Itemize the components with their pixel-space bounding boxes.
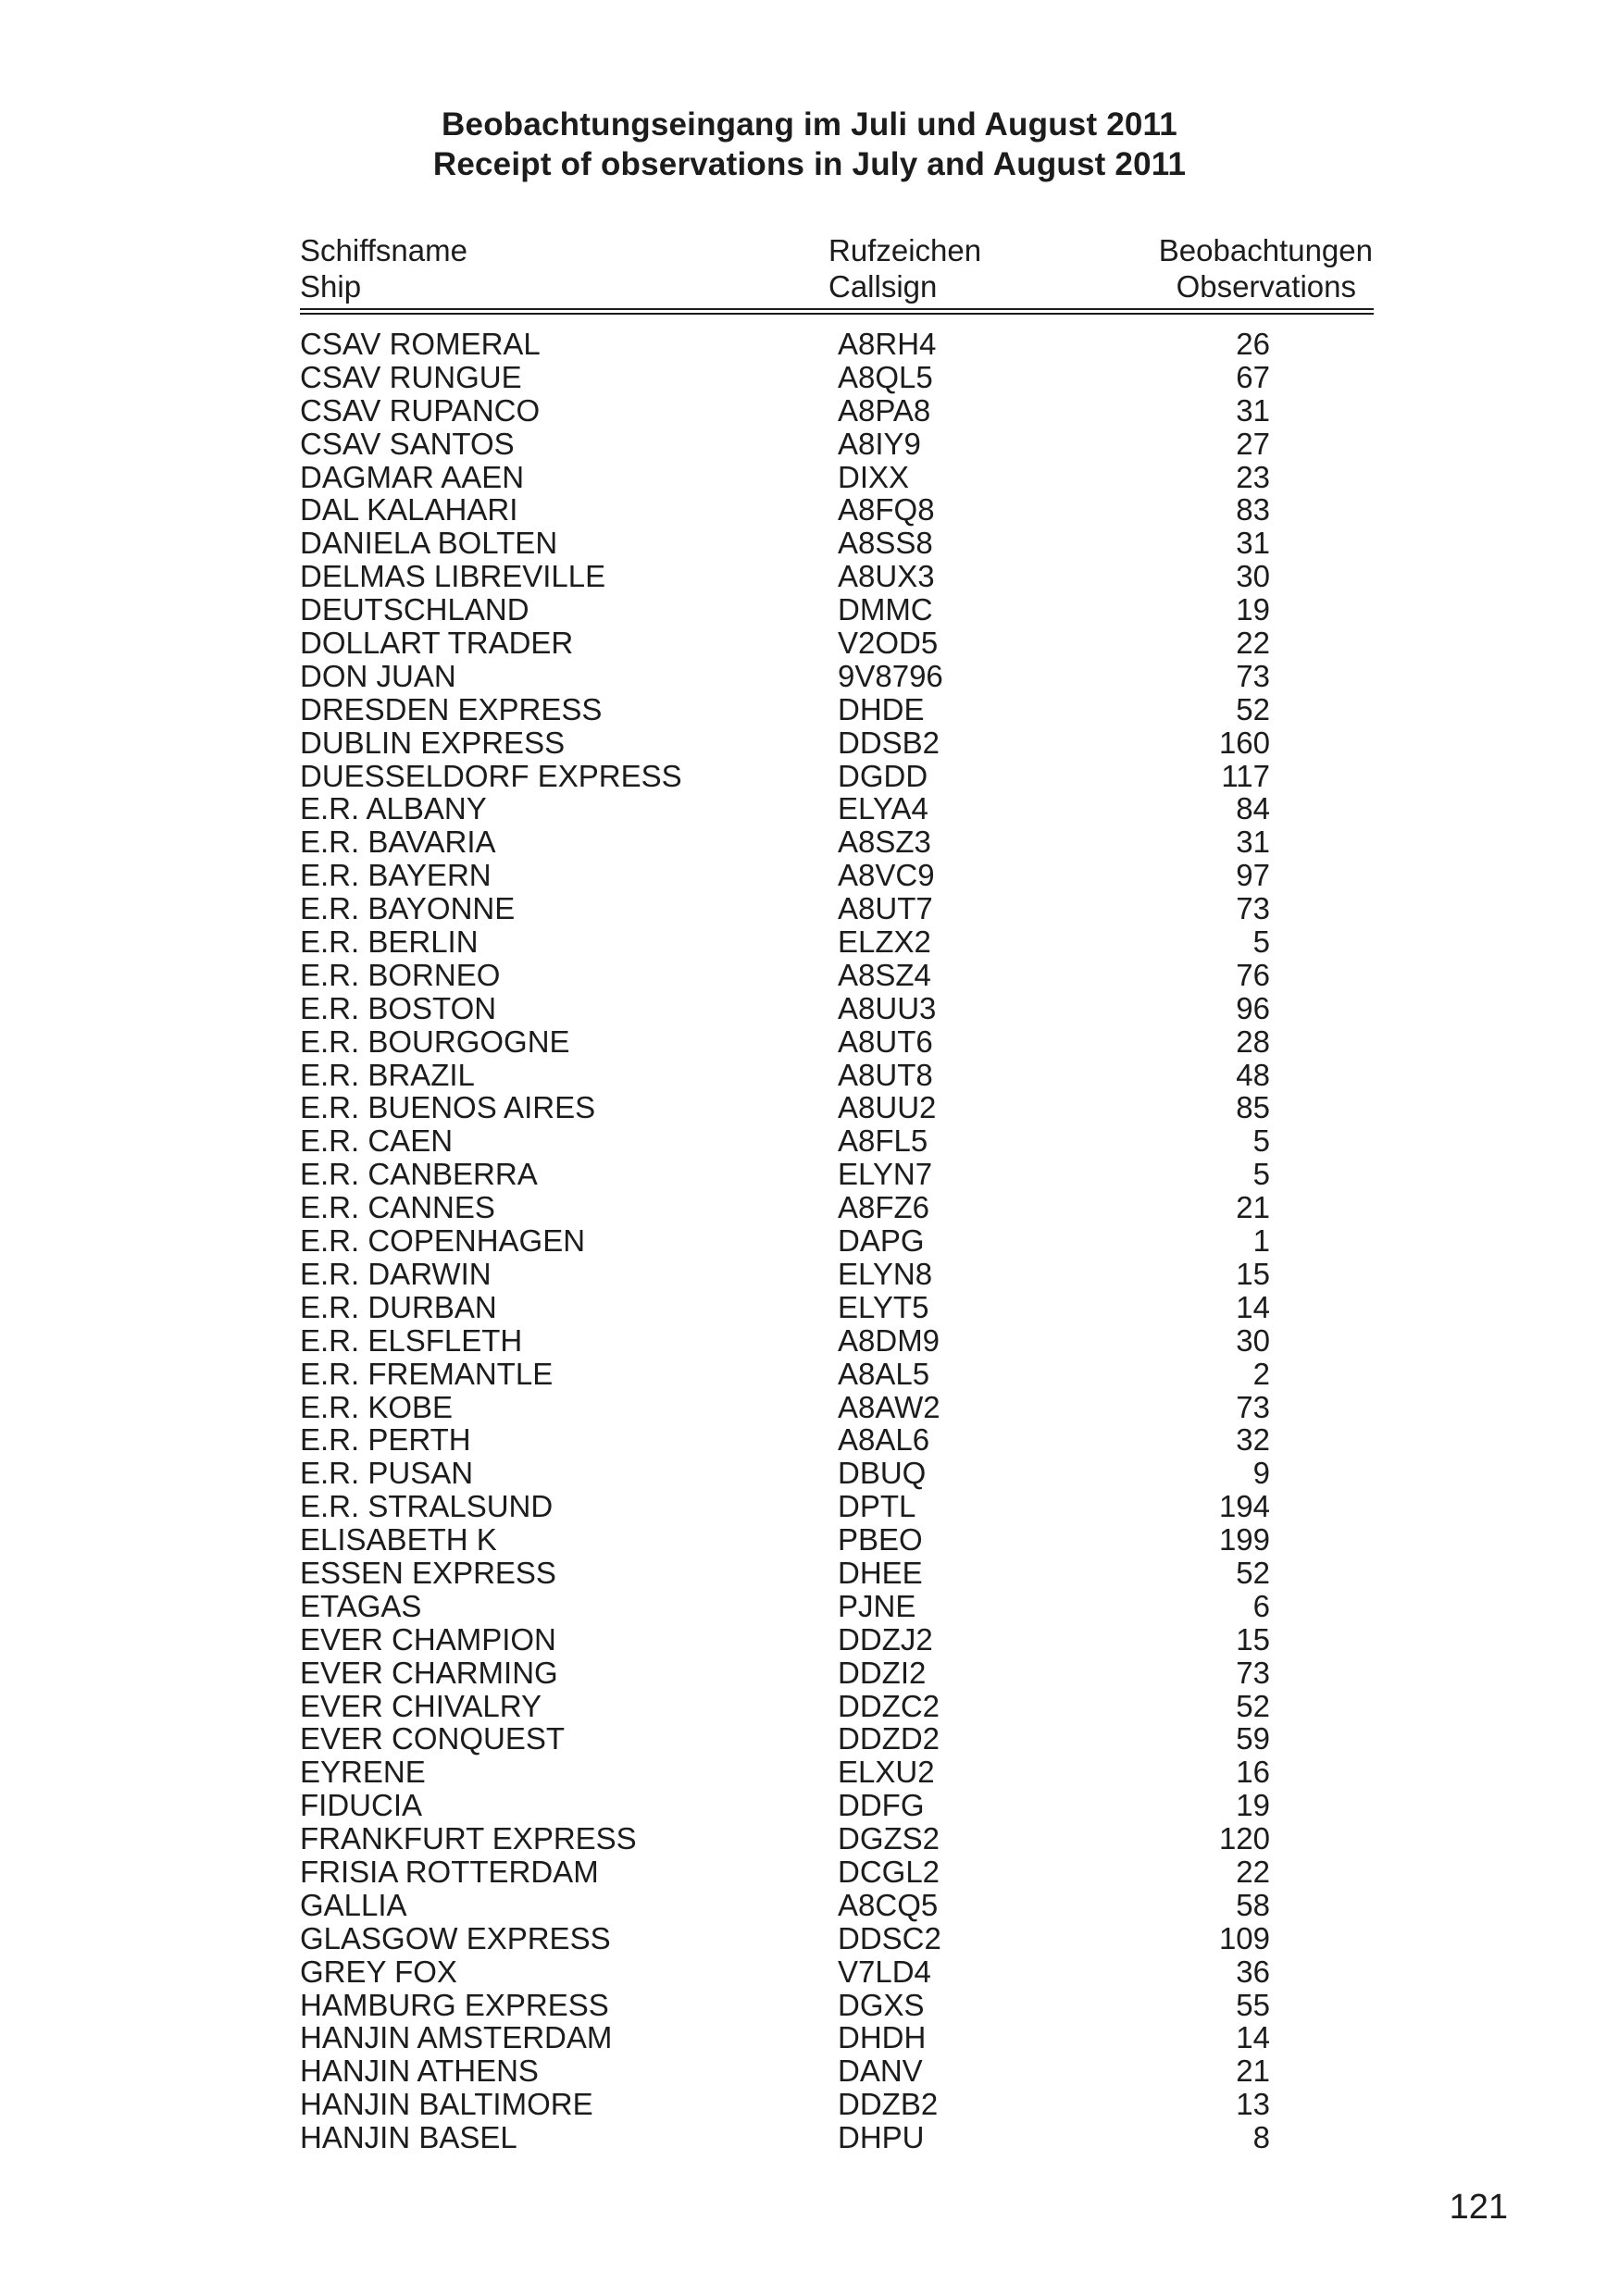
table-row	[0, 1324, 1619, 1358]
column-header-ship-english: Ship	[300, 269, 362, 304]
table-row	[0, 1922, 1619, 1955]
page-title-german: Beobachtungseingang im Juli und August 2011	[442, 106, 1177, 143]
table-row	[0, 825, 1619, 859]
callsign-cell: DMMC	[838, 592, 933, 627]
table-row	[0, 593, 1619, 627]
ship-name-cell: E.R. PUSAN	[300, 1456, 474, 1491]
observation-count-cell: 31	[1236, 526, 1270, 561]
table-row	[0, 1124, 1619, 1158]
callsign-cell: DDZD2	[838, 1721, 940, 1756]
ship-name-cell: CSAV RUPANCO	[300, 392, 541, 428]
ship-name-cell: E.R. FREMANTLE	[300, 1356, 554, 1391]
observation-count-cell: 31	[1236, 825, 1270, 860]
callsign-cell: DANV	[838, 2054, 923, 2089]
callsign-cell: A8QL5	[838, 359, 933, 394]
observation-count-cell: 48	[1236, 1057, 1270, 1092]
ship-name-cell: DAL KALAHARI	[300, 492, 518, 527]
observation-count-cell: 73	[1236, 658, 1270, 693]
callsign-cell: A8CQ5	[838, 1887, 939, 1922]
ship-name-cell: ELISABETH K	[300, 1522, 497, 1558]
table-row	[0, 925, 1619, 959]
observation-count-cell: 52	[1236, 1688, 1270, 1723]
ship-name-cell: E.R. DURBAN	[300, 1289, 497, 1324]
ship-name-cell: E.R. ALBANY	[300, 791, 487, 826]
callsign-cell: DGXS	[838, 1987, 925, 2022]
observation-count-cell: 5	[1252, 925, 1270, 960]
callsign-cell: A8UX3	[838, 559, 935, 594]
ship-name-cell: EVER CHARMING	[300, 1655, 558, 1690]
table-row	[0, 2121, 1619, 2154]
observation-count-cell: 55	[1236, 1987, 1270, 2022]
ship-name-cell: E.R. COPENHAGEN	[300, 1223, 586, 1259]
table-row	[0, 1590, 1619, 1623]
observation-count-cell: 160	[1218, 725, 1270, 760]
ship-name-cell: EVER CHAMPION	[300, 1621, 556, 1657]
table-row	[0, 1889, 1619, 1922]
observation-count-cell: 30	[1236, 559, 1270, 594]
observation-count-cell: 73	[1236, 1389, 1270, 1424]
table-row	[0, 1756, 1619, 1789]
observation-count-cell: 59	[1236, 1721, 1270, 1756]
table-row	[0, 1391, 1619, 1424]
callsign-cell: A8IY9	[838, 426, 921, 461]
callsign-cell: A8UT7	[838, 891, 933, 926]
table-row	[0, 2054, 1619, 2088]
observation-count-cell: 28	[1236, 1024, 1270, 1059]
table-row	[0, 1224, 1619, 1258]
table-row	[0, 361, 1619, 394]
table-row	[0, 1457, 1619, 1490]
table-row	[0, 1690, 1619, 1723]
ship-name-cell: DAGMAR AAEN	[300, 459, 525, 494]
observation-count-cell: 5	[1252, 1123, 1270, 1159]
callsign-cell: V2OD5	[838, 626, 939, 661]
header-divider-bottom	[300, 313, 1374, 315]
callsign-cell: A8SS8	[838, 526, 933, 561]
callsign-cell: DDSC2	[838, 1920, 941, 1955]
ship-name-cell: CSAV RUNGUE	[300, 359, 522, 394]
column-header-callsign-german: Rufzeichen	[828, 233, 982, 267]
callsign-cell: A8VC9	[838, 858, 935, 893]
ship-name-cell: E.R. CANBERRA	[300, 1157, 538, 1192]
ship-observation-table	[0, 328, 1619, 2154]
table-row	[0, 726, 1619, 760]
ship-name-cell: HAMBURG EXPRESS	[300, 1987, 609, 2022]
callsign-cell: DHDE	[838, 691, 925, 726]
observation-count-cell: 15	[1236, 1621, 1270, 1657]
callsign-cell: ELZX2	[838, 925, 931, 960]
column-header-callsign-english: Callsign	[828, 269, 938, 304]
table-row	[0, 1557, 1619, 1590]
page-number: 121	[1449, 2188, 1508, 2227]
callsign-cell: DPTL	[838, 1489, 916, 1524]
observation-count-cell: 30	[1236, 1322, 1270, 1358]
table-row	[0, 1158, 1619, 1191]
callsign-cell: A8UT6	[838, 1024, 933, 1059]
observation-count-cell: 21	[1236, 1190, 1270, 1225]
table-row	[0, 1623, 1619, 1657]
observation-count-cell: 16	[1236, 1755, 1270, 1790]
callsign-cell: A8FZ6	[838, 1190, 930, 1225]
ship-name-cell: EVER CHIVALRY	[300, 1688, 542, 1723]
callsign-cell: DIXX	[838, 459, 910, 494]
table-row	[0, 660, 1619, 693]
ship-name-cell: E.R. PERTH	[300, 1422, 471, 1458]
table-row	[0, 892, 1619, 925]
observation-count-cell: 19	[1236, 592, 1270, 627]
callsign-cell: DBUQ	[838, 1456, 927, 1491]
observation-count-cell: 76	[1236, 957, 1270, 992]
table-row	[0, 627, 1619, 660]
table-row	[0, 1657, 1619, 1690]
observation-count-cell: 9	[1252, 1456, 1270, 1491]
callsign-cell: A8AW2	[838, 1389, 940, 1424]
observation-count-cell: 2	[1252, 1356, 1270, 1391]
ship-name-cell: ESSEN EXPRESS	[300, 1555, 556, 1590]
table-row	[0, 1955, 1619, 1989]
ship-name-cell: FRANKFURT EXPRESS	[300, 1821, 637, 1856]
table-row	[0, 1258, 1619, 1291]
callsign-cell: DCGL2	[838, 1854, 940, 1889]
callsign-cell: A8AL5	[838, 1356, 930, 1391]
ship-name-cell: E.R. BOSTON	[300, 990, 497, 1025]
observation-count-cell: 36	[1236, 1954, 1270, 1989]
ship-name-cell: EVER CONQUEST	[300, 1721, 566, 1756]
callsign-cell: A8SZ4	[838, 957, 931, 992]
table-row	[0, 493, 1619, 527]
observation-count-cell: 199	[1218, 1522, 1270, 1558]
observation-count-cell: 22	[1236, 1854, 1270, 1889]
callsign-cell: A8UU2	[838, 1090, 937, 1125]
observation-count-cell: 67	[1236, 359, 1270, 394]
observation-count-cell: 1	[1252, 1223, 1270, 1259]
callsign-cell: A8AL6	[838, 1422, 930, 1458]
ship-name-cell: HANJIN BASEL	[300, 2120, 517, 2155]
table-row	[0, 1722, 1619, 1756]
observation-count-cell: 117	[1221, 758, 1270, 793]
ship-name-cell: GLASGOW EXPRESS	[300, 1920, 611, 1955]
table-row	[0, 959, 1619, 992]
callsign-cell: A8FQ8	[838, 492, 935, 527]
table-row	[0, 328, 1619, 361]
callsign-cell: PBEO	[838, 1522, 923, 1558]
observation-count-cell: 32	[1236, 1422, 1270, 1458]
ship-name-cell: E.R. ELSFLETH	[300, 1322, 523, 1358]
ship-name-cell: E.R. KOBE	[300, 1389, 454, 1424]
table-row	[0, 428, 1619, 461]
callsign-cell: ELYN8	[838, 1256, 933, 1291]
callsign-cell: DGZS2	[838, 1821, 940, 1856]
ship-name-cell: EYRENE	[300, 1755, 426, 1790]
callsign-cell: DDSB2	[838, 725, 940, 760]
ship-name-cell: DON JUAN	[300, 658, 456, 693]
callsign-cell: A8RH4	[838, 327, 937, 361]
ship-name-cell: ETAGAS	[300, 1588, 422, 1623]
table-row	[0, 1855, 1619, 1889]
callsign-cell: DDZC2	[838, 1688, 940, 1723]
table-row	[0, 992, 1619, 1025]
table-row	[0, 1025, 1619, 1059]
ship-name-cell: FIDUCIA	[300, 1788, 422, 1823]
callsign-cell: DDZB2	[838, 2087, 939, 2122]
observation-count-cell: 73	[1236, 1655, 1270, 1690]
observation-count-cell: 84	[1236, 791, 1270, 826]
observation-count-cell: 15	[1236, 1256, 1270, 1291]
ship-name-cell: HANJIN ATHENS	[300, 2054, 539, 2089]
column-header-ship-german: Schiffsname	[300, 233, 467, 267]
callsign-cell: DHDH	[838, 2020, 927, 2055]
callsign-cell: V7LD4	[838, 1954, 931, 1989]
column-header-observations-english: Observations	[1176, 269, 1356, 304]
observation-count-cell: 194	[1218, 1489, 1270, 1524]
observation-count-cell: 73	[1236, 891, 1270, 926]
callsign-cell: ELYT5	[838, 1289, 929, 1324]
table-row	[0, 2021, 1619, 2054]
table-row	[0, 560, 1619, 593]
observation-count-cell: 96	[1236, 990, 1270, 1025]
table-row	[0, 1523, 1619, 1557]
ship-name-cell: E.R. BAVARIA	[300, 825, 496, 860]
observation-count-cell: 14	[1236, 2020, 1270, 2055]
ship-name-cell: E.R. BERLIN	[300, 925, 479, 960]
callsign-cell: A8FL5	[838, 1123, 928, 1159]
ship-name-cell: DEUTSCHLAND	[300, 592, 529, 627]
observation-count-cell: 120	[1218, 1821, 1270, 1856]
ship-name-cell: DANIELA BOLTEN	[300, 526, 558, 561]
page-title-english: Receipt of observations in July and August 2011	[432, 146, 1187, 182]
observation-count-cell: 58	[1236, 1887, 1270, 1922]
table-row	[0, 1191, 1619, 1224]
table-row	[0, 1989, 1619, 2022]
observation-count-cell: 19	[1236, 1788, 1270, 1823]
table-row	[0, 1789, 1619, 1822]
observation-count-cell: 13	[1236, 2087, 1270, 2122]
ship-name-cell: E.R. BAYONNE	[300, 891, 516, 926]
table-row	[0, 1490, 1619, 1523]
ship-name-cell: E.R. BAYERN	[300, 858, 492, 893]
observation-count-cell: 109	[1218, 1920, 1270, 1955]
table-row	[0, 527, 1619, 560]
ship-name-cell: DRESDEN EXPRESS	[300, 691, 603, 726]
ship-name-cell: DOLLART TRADER	[300, 626, 574, 661]
callsign-cell: ELYA4	[838, 791, 928, 826]
ship-name-cell: E.R. STRALSUND	[300, 1489, 554, 1524]
callsign-cell: 9V8796	[838, 658, 943, 693]
callsign-cell: DHPU	[838, 2120, 925, 2155]
ship-name-cell: CSAV ROMERAL	[300, 327, 541, 361]
ship-name-cell: E.R. CAEN	[300, 1123, 454, 1159]
table-row	[0, 792, 1619, 825]
callsign-cell: A8UU3	[838, 990, 937, 1025]
observation-count-cell: 26	[1236, 327, 1270, 361]
ship-name-cell: DUESSELDORF EXPRESS	[300, 758, 682, 793]
table-row	[0, 760, 1619, 793]
callsign-cell: DDZJ2	[838, 1621, 933, 1657]
callsign-cell: ELYN7	[838, 1157, 933, 1192]
table-row	[0, 394, 1619, 428]
table-row	[0, 2088, 1619, 2121]
table-row	[0, 1091, 1619, 1124]
ship-name-cell: GALLIA	[300, 1887, 407, 1922]
observation-count-cell: 8	[1252, 2120, 1270, 2155]
observation-count-cell: 97	[1236, 858, 1270, 893]
callsign-cell: A8UT8	[838, 1057, 933, 1092]
table-row	[0, 1291, 1619, 1324]
column-header-observations-german: Beobachtungen	[1158, 233, 1373, 267]
ship-name-cell: HANJIN BALTIMORE	[300, 2087, 593, 2122]
table-row	[0, 1059, 1619, 1092]
table-row	[0, 1822, 1619, 1855]
callsign-cell: DGDD	[838, 758, 928, 793]
ship-name-cell: HANJIN AMSTERDAM	[300, 2020, 613, 2055]
ship-name-cell: E.R. BRAZIL	[300, 1057, 475, 1092]
observation-count-cell: 31	[1236, 392, 1270, 428]
ship-name-cell: E.R. DARWIN	[300, 1256, 492, 1291]
observation-count-cell: 52	[1236, 1555, 1270, 1590]
callsign-cell: A8SZ3	[838, 825, 931, 860]
ship-name-cell: E.R. BORNEO	[300, 957, 501, 992]
observation-count-cell: 85	[1236, 1090, 1270, 1125]
table-row	[0, 1358, 1619, 1391]
callsign-cell: A8PA8	[838, 392, 931, 428]
callsign-cell: PJNE	[838, 1588, 916, 1623]
ship-name-cell: CSAV SANTOS	[300, 426, 515, 461]
observation-count-cell: 52	[1236, 691, 1270, 726]
observation-count-cell: 23	[1236, 459, 1270, 494]
observation-count-cell: 14	[1236, 1289, 1270, 1324]
ship-name-cell: E.R. BUENOS AIRES	[300, 1090, 596, 1125]
callsign-cell: ELXU2	[838, 1755, 935, 1790]
observation-count-cell: 22	[1236, 626, 1270, 661]
callsign-cell: DAPG	[838, 1223, 925, 1259]
observation-count-cell: 27	[1236, 426, 1270, 461]
callsign-cell: DDZI2	[838, 1655, 927, 1690]
observation-count-cell: 6	[1252, 1588, 1270, 1623]
header-divider-top	[300, 308, 1374, 310]
callsign-cell: DHEE	[838, 1555, 923, 1590]
table-row	[0, 693, 1619, 726]
ship-name-cell: E.R. CANNES	[300, 1190, 495, 1225]
observation-count-cell: 83	[1236, 492, 1270, 527]
ship-name-cell: DELMAS LIBREVILLE	[300, 559, 606, 594]
observation-count-cell: 5	[1252, 1157, 1270, 1192]
ship-name-cell: FRISIA ROTTERDAM	[300, 1854, 599, 1889]
observation-count-cell: 21	[1236, 2054, 1270, 2089]
ship-name-cell: GREY FOX	[300, 1954, 457, 1989]
table-row	[0, 461, 1619, 494]
table-row	[0, 1423, 1619, 1457]
table-row	[0, 859, 1619, 892]
ship-name-cell: DUBLIN EXPRESS	[300, 725, 566, 760]
ship-name-cell: E.R. BOURGOGNE	[300, 1024, 570, 1059]
callsign-cell: DDFG	[838, 1788, 925, 1823]
callsign-cell: A8DM9	[838, 1322, 940, 1358]
